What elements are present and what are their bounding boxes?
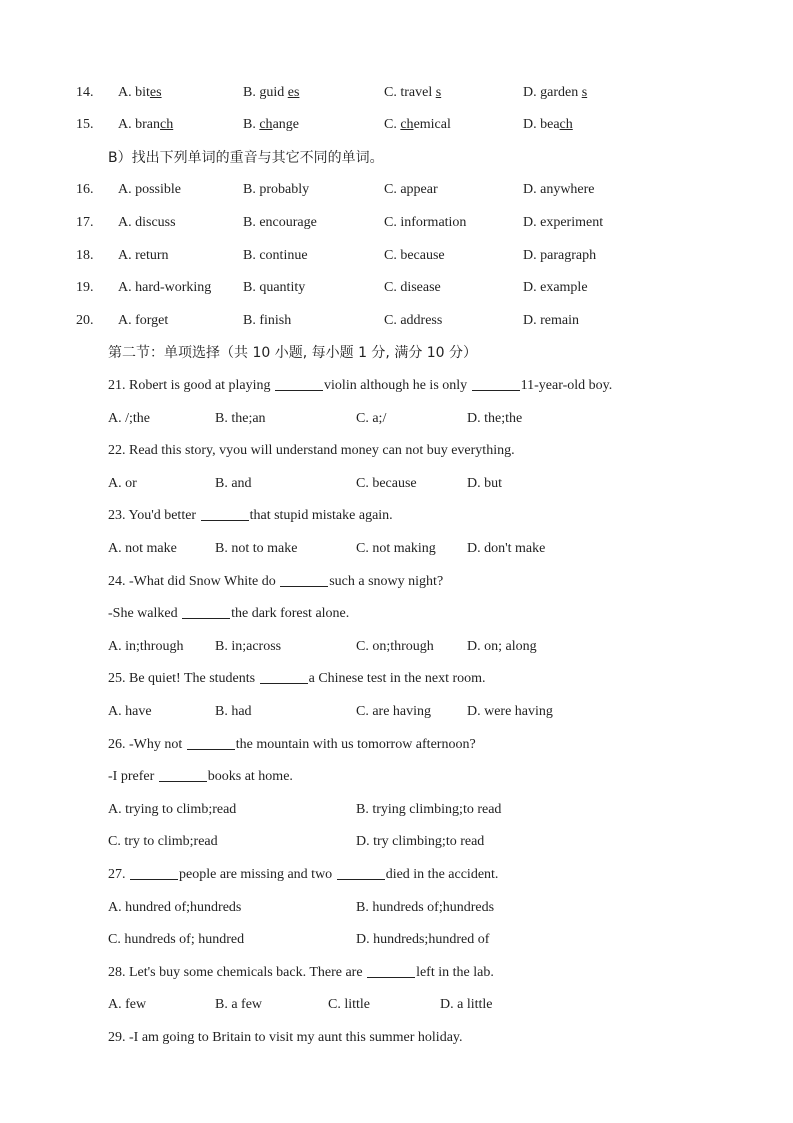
- question-16: [0, 180, 793, 200]
- option-a[interactable]: A. return: [118, 248, 169, 263]
- answer-blank: [275, 376, 323, 391]
- option-c[interactable]: C. chemical: [384, 117, 451, 132]
- question-21-options: [0, 409, 793, 429]
- option-d[interactable]: D. anywhere: [523, 182, 595, 197]
- option-c[interactable]: C. because: [384, 248, 445, 263]
- question-number: 16.: [76, 182, 94, 197]
- question-27-options-row2: [0, 930, 793, 950]
- question-stem: -I prefer books at home.: [108, 769, 293, 784]
- question-26-options-row1: [0, 800, 793, 820]
- question-stem: 28. Let's buy some chemicals back. There are left in the lab.: [108, 965, 494, 980]
- option-c[interactable]: C. try to climb;read: [108, 834, 218, 849]
- question-number: 19.: [76, 280, 94, 295]
- answer-blank: [280, 572, 328, 587]
- question-stem: 23. You'd better that stupid mistake again.: [108, 508, 393, 523]
- question-25-stem: [0, 669, 793, 689]
- option-a[interactable]: A. possible: [118, 182, 181, 197]
- option-b[interactable]: B. trying climbing;to read: [356, 802, 502, 817]
- question-27-stem: [0, 865, 793, 885]
- question-22-options: [0, 474, 793, 494]
- answer-blank: [201, 506, 249, 521]
- option-b[interactable]: B. quantity: [243, 280, 306, 295]
- question-17: [0, 213, 793, 233]
- option-c[interactable]: C. little: [328, 997, 370, 1012]
- option-c[interactable]: C. travel s: [384, 85, 442, 100]
- option-d[interactable]: D. a little: [440, 997, 493, 1012]
- option-a[interactable]: A. hard-working: [118, 280, 212, 295]
- option-c[interactable]: C. on;through: [356, 639, 434, 654]
- answer-blank: [472, 376, 520, 391]
- answer-blank: [182, 604, 230, 619]
- option-d[interactable]: D. beach: [523, 117, 573, 132]
- question-stem: 25. Be quiet! The students a Chinese test in the next room.: [108, 671, 486, 686]
- question-stem: -She walked the dark forest alone.: [108, 606, 350, 621]
- question-26-reply: [0, 767, 793, 787]
- section-heading: 第二节：单项选择（共 10 小题, 每小题 1 分, 满分 10 分）: [108, 345, 478, 361]
- question-19: [0, 278, 793, 298]
- option-a[interactable]: A. /;the: [108, 411, 150, 426]
- question-stem: 26. -Why not the mountain with us tomorrow afternoon?: [108, 737, 476, 752]
- option-a[interactable]: A. few: [108, 997, 147, 1012]
- option-d[interactable]: D. were having: [467, 704, 553, 719]
- question-stem: 22. Read this story, vyou will understand money can not buy everything.: [108, 443, 515, 458]
- option-b[interactable]: B. finish: [243, 313, 292, 328]
- option-b[interactable]: B. in;across: [215, 639, 282, 654]
- question-stem: 21. Robert is good at playing violin although he is only 11-year-old boy.: [108, 378, 613, 393]
- option-a[interactable]: A. have: [108, 704, 152, 719]
- option-a[interactable]: A. discuss: [118, 215, 176, 230]
- question-26-stem: [0, 735, 793, 755]
- option-b[interactable]: B. change: [243, 117, 299, 132]
- answer-blank: [130, 865, 178, 880]
- question-23-stem: [0, 506, 793, 526]
- option-d[interactable]: D. but: [467, 476, 502, 491]
- option-d[interactable]: D. garden s: [523, 85, 588, 100]
- question-20: [0, 311, 793, 331]
- question-24-options: [0, 637, 793, 657]
- question-23-options: [0, 539, 793, 559]
- option-d[interactable]: D. on; along: [467, 639, 537, 654]
- option-c[interactable]: C. because: [356, 476, 417, 491]
- question-number: 15.: [76, 117, 94, 132]
- question-stem: 24. -What did Snow White do such a snowy night?: [108, 574, 444, 589]
- option-c[interactable]: C. a;/: [356, 411, 387, 426]
- option-d[interactable]: D. hundreds;hundred of: [356, 932, 490, 947]
- answer-blank: [367, 963, 415, 978]
- question-number: 14.: [76, 85, 94, 100]
- section-b-heading-row: [0, 148, 793, 168]
- option-c[interactable]: C. not making: [356, 541, 436, 556]
- section-2-heading-row: [0, 343, 793, 363]
- option-c[interactable]: C. hundreds of; hundred: [108, 932, 245, 947]
- answer-blank: [260, 669, 308, 684]
- option-a[interactable]: A. or: [108, 476, 137, 491]
- option-a[interactable]: A. in;through: [108, 639, 184, 654]
- question-18: [0, 246, 793, 266]
- section-heading: B）找出下列单词的重音与其它不同的单词。: [108, 150, 384, 166]
- option-a[interactable]: A. branch: [118, 117, 174, 132]
- option-a[interactable]: A. bites: [118, 85, 162, 100]
- question-27-options-row1: [0, 898, 793, 918]
- answer-blank: [187, 735, 235, 750]
- question-22-stem: [0, 441, 793, 461]
- option-d[interactable]: D. example: [523, 280, 588, 295]
- option-d[interactable]: D. try climbing;to read: [356, 834, 485, 849]
- answer-blank: [337, 865, 385, 880]
- question-stem: 29. -I am going to Britain to visit my aunt this summer holiday.: [108, 1030, 463, 1045]
- option-a[interactable]: A. not make: [108, 541, 177, 556]
- question-number: 17.: [76, 215, 94, 230]
- option-c[interactable]: C. are having: [356, 704, 432, 719]
- option-b[interactable]: B. had: [215, 704, 252, 719]
- question-15: [0, 115, 793, 135]
- option-b[interactable]: B. encourage: [243, 215, 317, 230]
- question-24-reply: [0, 604, 793, 624]
- question-26-options-row2: [0, 832, 793, 852]
- question-28-stem: [0, 963, 793, 983]
- option-c[interactable]: C. address: [384, 313, 443, 328]
- question-29-stem: [0, 1028, 793, 1048]
- option-a[interactable]: A. trying to climb;read: [108, 802, 237, 817]
- option-d[interactable]: D. don't make: [467, 541, 546, 556]
- answer-blank: [159, 767, 207, 782]
- option-b[interactable]: B. probably: [243, 182, 310, 197]
- question-14: [0, 83, 793, 103]
- option-b[interactable]: B. and: [215, 476, 252, 491]
- option-b[interactable]: B. hundreds of;hundreds: [356, 900, 495, 915]
- option-b[interactable]: B. continue: [243, 248, 308, 263]
- question-25-options: [0, 702, 793, 722]
- option-c[interactable]: C. appear: [384, 182, 438, 197]
- option-b[interactable]: B. a few: [215, 997, 263, 1012]
- option-d[interactable]: D. experiment: [523, 215, 604, 230]
- question-stem: 27. people are missing and two died in the accident.: [108, 867, 499, 882]
- question-number: 20.: [76, 313, 94, 328]
- option-c[interactable]: C. information: [384, 215, 467, 230]
- option-d[interactable]: D. remain: [523, 313, 579, 328]
- option-a[interactable]: A. hundred of;hundreds: [108, 900, 242, 915]
- option-a[interactable]: A. forget: [118, 313, 169, 328]
- question-21-stem: [0, 376, 793, 396]
- option-d[interactable]: D. the;the: [467, 411, 523, 426]
- question-28-options: [0, 995, 793, 1015]
- question-24-stem: [0, 572, 793, 592]
- option-b[interactable]: B. not to make: [215, 541, 298, 556]
- option-d[interactable]: D. paragraph: [523, 248, 597, 263]
- option-b[interactable]: B. guid es: [243, 85, 300, 100]
- option-b[interactable]: B. the;an: [215, 411, 266, 426]
- option-c[interactable]: C. disease: [384, 280, 441, 295]
- question-number: 18.: [76, 248, 94, 263]
